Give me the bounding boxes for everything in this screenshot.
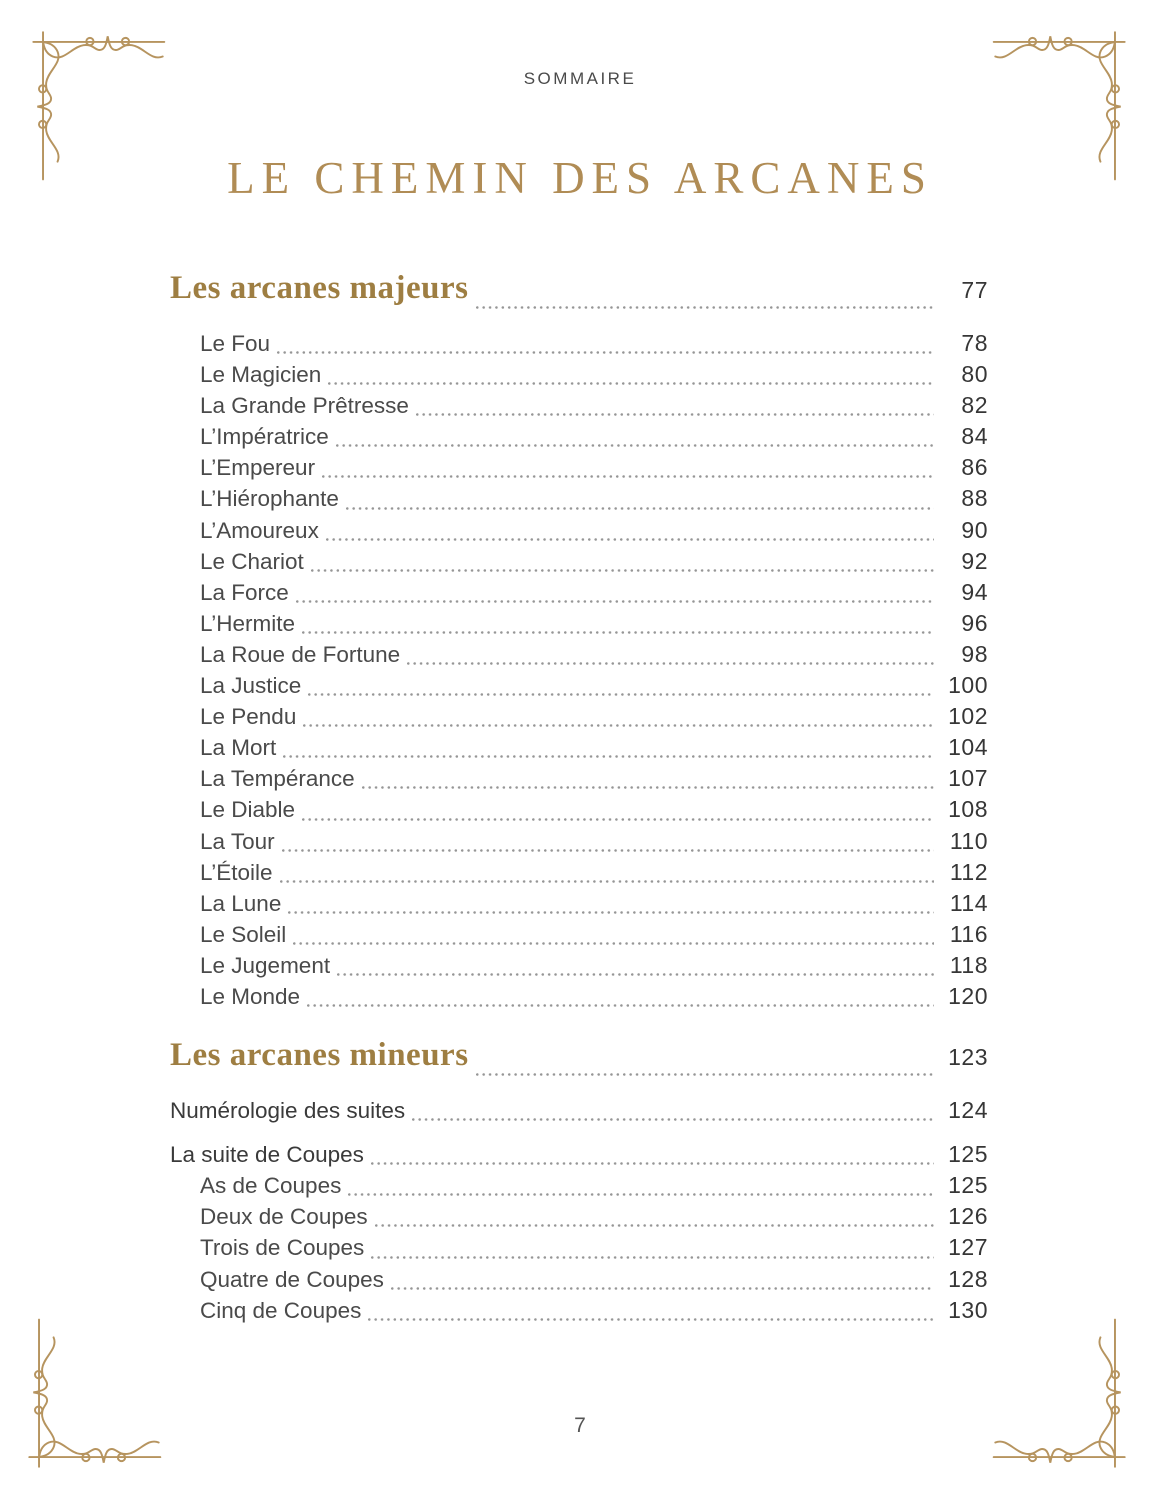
dotted-leader bbox=[476, 306, 934, 309]
corner-ornament-bottom-right-icon bbox=[992, 1318, 1128, 1470]
toc-page-number: 128 bbox=[948, 1265, 988, 1292]
toc-row bbox=[170, 1295, 988, 1326]
toc-row bbox=[170, 1232, 988, 1263]
toc-row bbox=[170, 452, 988, 483]
toc-page-number: 123 bbox=[948, 1044, 988, 1071]
dotted-leader bbox=[348, 1193, 934, 1196]
dotted-leader bbox=[288, 911, 934, 914]
dotted-leader bbox=[277, 351, 934, 354]
toc-entry-label: As de Coupes bbox=[200, 1173, 342, 1199]
toc-entry-label: La Lune bbox=[200, 890, 282, 916]
toc-entry-label: Cinq de Coupes bbox=[200, 1297, 362, 1323]
toc-page-number: 82 bbox=[961, 392, 988, 419]
toc-page-number: 77 bbox=[961, 277, 988, 303]
toc-row bbox=[170, 577, 988, 608]
toc-page-number: 102 bbox=[948, 703, 988, 730]
toc-row bbox=[170, 732, 988, 763]
toc-row bbox=[170, 763, 988, 794]
toc-row bbox=[170, 264, 988, 314]
page-title: LE CHEMIN DES ARCANES bbox=[227, 153, 933, 203]
toc-entry-label: Le Fou bbox=[200, 331, 271, 356]
toc-row bbox=[170, 670, 988, 701]
dotted-leader bbox=[362, 786, 934, 789]
toc-page-number: 100 bbox=[948, 672, 988, 699]
toc-entry-label: La Roue de Fortune bbox=[200, 641, 401, 667]
toc-row bbox=[170, 701, 988, 732]
dotted-leader bbox=[336, 444, 934, 447]
toc-page-number: 84 bbox=[961, 423, 988, 450]
dotted-leader bbox=[375, 1224, 934, 1227]
toc-page-number: 126 bbox=[948, 1203, 988, 1230]
toc-page-number: 112 bbox=[949, 858, 988, 885]
toc-entry-label: L’Hiérophante bbox=[200, 486, 339, 512]
toc-entry-label: L’Amoureux bbox=[200, 517, 319, 543]
toc-entry-label: La Mort bbox=[200, 735, 277, 761]
toc-entry-label: Deux de Coupes bbox=[200, 1204, 368, 1230]
toc-page-number: 130 bbox=[948, 1296, 988, 1323]
toc-row bbox=[170, 359, 988, 390]
toc-row bbox=[170, 608, 988, 639]
toc-row bbox=[170, 390, 988, 421]
dotted-leader bbox=[311, 569, 934, 572]
toc-row bbox=[170, 328, 988, 359]
toc-entry-label: La Grande Prêtresse bbox=[200, 393, 409, 419]
toc-page-number: 98 bbox=[961, 640, 988, 667]
dotted-leader bbox=[322, 475, 934, 478]
toc-list bbox=[170, 264, 988, 1326]
toc-entry-label: La Justice bbox=[200, 673, 302, 699]
toc-page-number: 96 bbox=[961, 609, 988, 636]
toc-entry-label: La Force bbox=[200, 579, 289, 605]
dotted-leader bbox=[308, 693, 934, 696]
dotted-leader bbox=[476, 1073, 934, 1076]
toc-entry-label: Numérologie des suites bbox=[170, 1098, 406, 1124]
toc-entry-label: Les arcanes mineurs bbox=[170, 1037, 469, 1074]
toc-page-number: 90 bbox=[961, 516, 988, 543]
toc-row bbox=[170, 794, 988, 825]
dotted-leader bbox=[416, 413, 934, 416]
dotted-leader bbox=[391, 1287, 934, 1290]
dotted-leader bbox=[282, 849, 934, 852]
dotted-leader bbox=[326, 538, 934, 541]
toc-entry-label: L’Empereur bbox=[200, 455, 316, 481]
dotted-leader bbox=[328, 382, 934, 385]
dotted-leader bbox=[293, 942, 934, 945]
dotted-leader bbox=[371, 1256, 934, 1259]
toc-row bbox=[170, 981, 988, 1012]
dotted-leader bbox=[283, 755, 934, 758]
toc-row bbox=[170, 1201, 988, 1232]
toc-row bbox=[170, 1139, 988, 1170]
toc-entry-label: Trois de Coupes bbox=[200, 1235, 365, 1261]
toc-page-number: 124 bbox=[948, 1097, 988, 1124]
toc-page-number: 92 bbox=[961, 547, 988, 574]
dotted-leader bbox=[407, 662, 934, 665]
toc-row bbox=[170, 1264, 988, 1295]
toc-entry-label: Le Monde bbox=[200, 983, 301, 1009]
dotted-leader bbox=[302, 818, 934, 821]
toc-entry-label: Le Soleil bbox=[200, 921, 287, 947]
toc-row bbox=[170, 1170, 988, 1201]
toc-entry-label: Quatre de Coupes bbox=[200, 1266, 384, 1292]
toc-page-number: 107 bbox=[948, 765, 988, 792]
toc-entry-label: Le Pendu bbox=[200, 704, 297, 730]
toc-entry-label: Le Diable bbox=[200, 797, 296, 823]
toc-page-number: 78 bbox=[961, 330, 988, 356]
toc-page-number: 108 bbox=[948, 796, 988, 823]
toc-row bbox=[170, 1095, 988, 1126]
dotted-leader bbox=[412, 1118, 934, 1121]
toc-row bbox=[170, 421, 988, 452]
dotted-leader bbox=[296, 600, 934, 603]
toc-page-number: 114 bbox=[949, 889, 988, 916]
toc-row bbox=[170, 950, 988, 981]
running-header: SOMMAIRE bbox=[523, 69, 637, 88]
toc-page-number: 127 bbox=[948, 1234, 988, 1261]
toc-row bbox=[170, 1031, 988, 1081]
toc-entry-label: La Tour bbox=[200, 828, 275, 854]
toc-entry-label: Les arcanes majeurs bbox=[170, 270, 469, 306]
toc-entry-label: Le Jugement bbox=[200, 952, 331, 978]
toc-entry-label: La Tempérance bbox=[200, 766, 355, 792]
toc-page-number: 86 bbox=[961, 454, 988, 481]
toc-page-number: 94 bbox=[961, 578, 988, 605]
toc-row bbox=[170, 857, 988, 888]
corner-ornament-bottom-left-icon bbox=[26, 1318, 162, 1470]
toc-row bbox=[170, 515, 988, 546]
toc-row bbox=[170, 546, 988, 577]
dotted-leader bbox=[337, 973, 934, 976]
toc-row bbox=[170, 483, 988, 514]
toc-entry-label: L’Étoile bbox=[200, 859, 273, 885]
toc-page-number: 104 bbox=[948, 734, 988, 761]
toc-page-number: 80 bbox=[961, 361, 988, 388]
toc-row bbox=[170, 888, 988, 919]
toc-page-number: 116 bbox=[949, 920, 988, 947]
dotted-leader bbox=[280, 880, 934, 883]
dotted-leader bbox=[302, 631, 934, 634]
toc-entry-label: Le Magicien bbox=[200, 362, 322, 388]
toc-row bbox=[170, 826, 988, 857]
toc-entry-label: La suite de Coupes bbox=[170, 1142, 364, 1168]
toc-page-number: 125 bbox=[948, 1141, 988, 1168]
toc-page-number: 88 bbox=[961, 485, 988, 512]
toc-page-number: 120 bbox=[948, 982, 988, 1009]
toc-page-number: 110 bbox=[949, 827, 988, 854]
folio-page-number: 7 bbox=[574, 1414, 586, 1437]
dotted-leader bbox=[303, 724, 934, 727]
dotted-leader bbox=[307, 1004, 934, 1007]
toc-page-number: 118 bbox=[949, 951, 988, 978]
dotted-leader bbox=[371, 1162, 934, 1165]
toc-page-number: 125 bbox=[948, 1172, 988, 1199]
dotted-leader bbox=[368, 1318, 934, 1321]
toc-row bbox=[170, 639, 988, 670]
dotted-leader bbox=[346, 507, 934, 510]
toc-entry-label: L’Hermite bbox=[200, 610, 296, 636]
toc-entry-label: Le Chariot bbox=[200, 548, 304, 574]
toc-entry-label: L’Impératrice bbox=[200, 424, 329, 450]
toc-row bbox=[170, 919, 988, 950]
